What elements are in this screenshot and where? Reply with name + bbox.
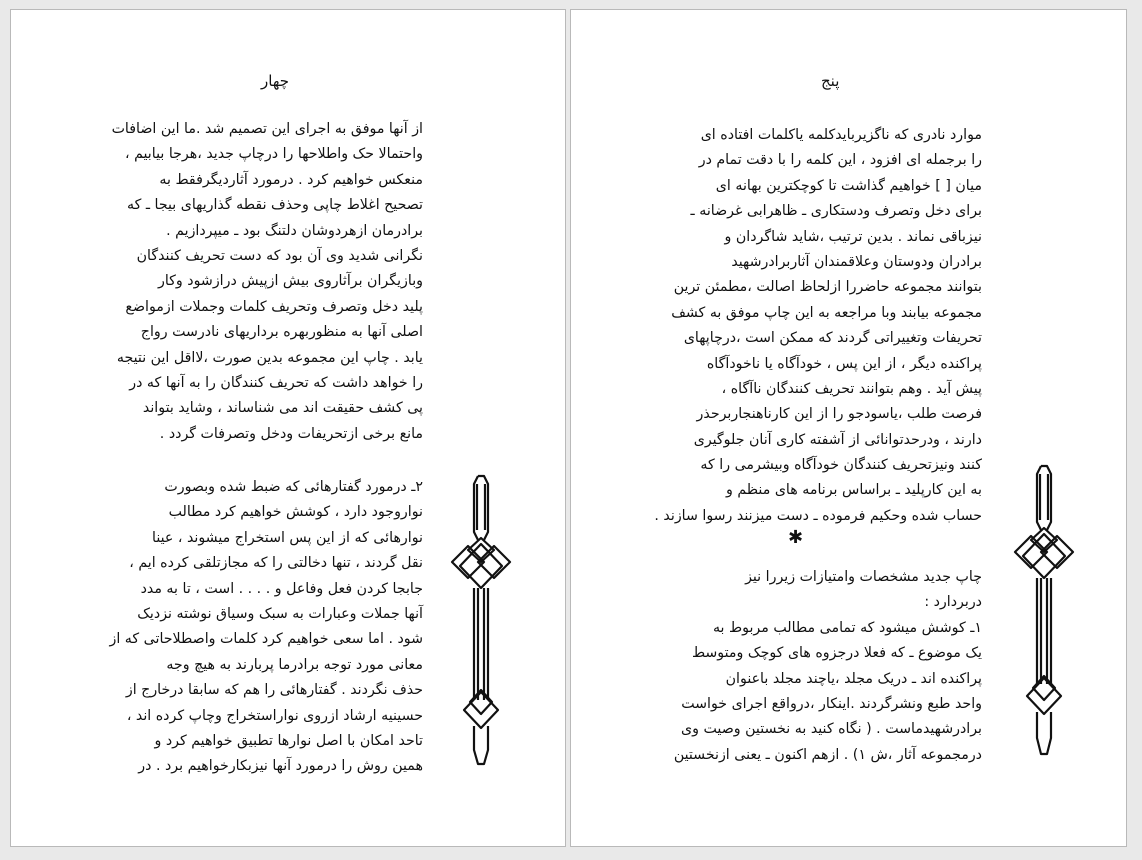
text-line: پی کشف حقیقت اند می شناساند ، وشاید بتواند	[142, 400, 423, 417]
text-line: تصحیح اغلاط چاپی وحذف نقطه گذاریهای بیجا ـ که	[126, 197, 423, 214]
text-line: برادرمان ازهردوشان دلتنگ بود ـ میپردازیم .	[166, 222, 423, 239]
text-line: برای دخل وتصرف ودستکاری ـ ظاهرابی غرضانه ـ	[690, 203, 982, 220]
right-page	[570, 9, 1127, 847]
text-line: تحریفات وتغییراتی گردند که ممکن است ،درچاپهای	[683, 330, 982, 347]
text-line: بتوانند مجموعه حاضررا ازلحاظ اصالت ،مطمئن ترین	[673, 279, 982, 296]
text-line: نواروجود دارد ، کوشش خواهیم کرد مطالب	[168, 504, 423, 521]
separator-star-icon: ✱	[788, 527, 804, 548]
text-line: تاحد امکان با اصل نوارها تطبیق خواهیم کرد و	[154, 732, 423, 749]
left-page	[10, 9, 566, 847]
left-paragraph-1	[73, 117, 423, 447]
text-line: وبازیگران برآثاروی بیش ازپیش درازشود وکار	[158, 273, 423, 290]
text-line: واحد طبع ونشرگردند .اینکار ،درواقع اجرای خواست	[681, 695, 982, 712]
text-line: معانی مورد توجه برادرما پربارند به هیچ وجه	[166, 656, 423, 673]
text-line: از آنها موفق به اجرای این تصمیم شد .ما این اضافات	[111, 121, 423, 137]
page-number-left: چهار	[261, 72, 290, 90]
page-number-right: پنج	[821, 72, 840, 90]
text-line: یابد . چاپ این مجموعه بدین صورت ،لااقل این نتیجه	[116, 349, 423, 366]
text-line: کنند ونیزتحریف کنندگان خودآگاه وبیشرمی را که	[700, 457, 982, 474]
text-line: میان [ ] خواهیم گذاشت تا کوچکترین بهانه ای	[715, 177, 982, 194]
text-line: نگرانی شدید وی آن بود که دست تحریف کنندگان	[136, 247, 423, 264]
knot-ornament-icon	[448, 470, 514, 770]
text-line: حساب شده وحکیم فرموده ـ دست میزنند رسوا سازند .	[654, 507, 982, 524]
knot-ornament-icon	[1011, 462, 1077, 762]
text-line: حذف نگردند . گفتارهائی را هم که سابقا درخارج از	[125, 682, 423, 699]
text-line: درمجموعه آثار ،ش ۱) . ازهم اکنون ـ یعنی ازنخستین	[673, 746, 982, 763]
text-line: اصلی آنها به منظوربهره برداریهای نادرست رواج	[140, 324, 423, 341]
text-line: دربردارد :	[924, 594, 982, 611]
text-line: دارند ، ودرحدتوانائی از آشفته کاری آنان جلوگیری	[693, 431, 982, 448]
text-line: پراکنده دیگر ، از این پس ، خودآگاه یا ناخودآگاه	[706, 355, 982, 372]
text-line: نوارهائی که از این پس استخراج میشوند ، عینا	[152, 529, 423, 546]
text-line: منعکس خواهیم کرد . درمورد آثاردیگرفقط به	[159, 171, 423, 188]
left-paragraph-2	[73, 475, 423, 780]
text-line: جابجا کردن فعل وفاعل و . . . . است ، تا به مدد	[140, 580, 423, 597]
text-line: شود . اما سعی خواهیم کرد کلمات واصطلاحاتی که از	[109, 631, 423, 648]
text-line: برادران ودوستان وعلاقمندان آثاربرادرشهید	[731, 253, 982, 270]
text-line: ۱ـ کوشش میشود که تمامی مطالب مربوط به	[712, 619, 982, 636]
text-line: را برجمله ای افزود ، این کلمه را با دقت تمام در	[698, 152, 982, 169]
text-line: نیزباقی نماند . بدین ترتیب ،شاید شاگردان و	[724, 228, 982, 245]
text-line: را خواهد داشت که تحریف کنندگان را به آنها که در	[129, 374, 423, 391]
text-line: چاپ جدید مشخصات وامتیازات زیررا نیز	[745, 569, 982, 585]
text-line: برادرشهیدماست . ( نگاه کنید به نخستین وصیت وی	[681, 721, 982, 738]
text-line: آنها جملات وعبارات به سبک وسیاق نوشته نزدیک	[137, 605, 423, 622]
text-line: پیش آید . وهم بتوانند تحریف کنندگان ناآگاه ،	[721, 380, 982, 397]
text-line: پلید دخل وتصرف وتحریف کلمات وجملات ازمواضع	[125, 298, 423, 315]
right-paragraph-2	[628, 565, 982, 768]
text-line: واحتمالا حک واطلاحها را درچاپ جدید ،هرجا بیابیم ،	[125, 146, 423, 163]
text-line: ۲ـ درمورد گفتارهائی که ضبط شده وبصورت	[164, 479, 423, 495]
text-line: همین روش را درمورد آنها نیزبکارخواهیم برد . در	[138, 758, 423, 775]
text-line: نقل گردند ، تنها دخالتی را که مجازتلقی کرده ایم ،	[129, 555, 423, 572]
text-line: موارد نادری که ناگزیربایدکلمه یاکلمات افتاده ای	[700, 127, 982, 143]
text-line: فرصت طلب ،یاسودجو را از این کارناهنجاربرحذر	[696, 406, 982, 423]
text-line: پراکنده اند ـ دریک مجلد ،یاچند مجلد باعنوان	[725, 670, 982, 687]
text-line: یک موضوع ـ که فعلا درجزوه های کوچک ومتوسط	[691, 645, 982, 662]
text-line: مانع برخی ازتحریفات ودخل وتصرفات گردد .	[159, 425, 423, 442]
text-line: به این کارپلید ـ براساس برنامه های منظم و	[725, 482, 982, 499]
text-line: حسینیه ارشاد ازروی نواراستخراج وچاپ کرده اند ،	[126, 707, 423, 724]
text-line: مجموعه بیابند وبا مراجعه به این چاپ موفق به کشف	[671, 304, 982, 321]
right-paragraph-1	[628, 123, 982, 529]
